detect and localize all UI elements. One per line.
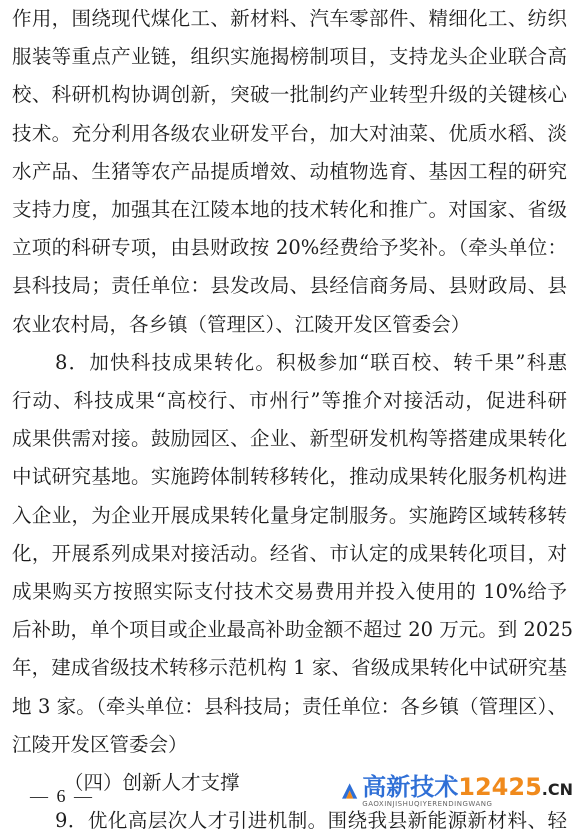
body-line-11: 行动、科技成果“高校行、市州行”等推介对接活动，促进科研 xyxy=(12,389,567,412)
page-number: — 6 — xyxy=(30,786,94,806)
body-line-18: 年，建成省级技术转移示范机构 1 家、省级成果转化中试研究基 xyxy=(12,656,567,680)
body-line-1: 作用，围绕现代煤化工、新材料、汽车零部件、精细化工、纺织 xyxy=(12,7,567,30)
watermark-domain-number: 12425 xyxy=(458,772,542,801)
body-line-16: 成果购买方按照实际支付技术交易费用并投入使用的 10%给予 xyxy=(12,580,567,603)
body-line-7: 立项的科研专项，由县财政按 20%经费给予奖补。（牵头单位： xyxy=(12,236,567,260)
body-line-20: 江陵开发区管委会） xyxy=(12,732,188,756)
body-line-4: 技术。充分利用各级农业研发平台，加大对油菜、优质水稻、淡 xyxy=(12,121,567,145)
body-line-9: 农业农村局，各乡镇（管理区）、江陵开发区管委会） xyxy=(12,312,471,336)
site-watermark xyxy=(341,769,573,813)
watermark-brand-name: 高新技术 xyxy=(362,772,459,801)
body-line-6: 支持力度，加强其在江陵本地的技术转化和推广。对国家、省级 xyxy=(12,198,567,221)
body-line-21: 9．优化高层次人才引进机制。围绕我县新能源新材料、轻 xyxy=(55,809,567,833)
section-heading: （四）创新人才支撑 xyxy=(64,771,240,794)
body-line-15: 化，开展系列成果对接活动。经省、市认定的成果转化项目，对 xyxy=(12,541,567,565)
watermark-subtitle: GAOXINJISHUQIYERENDINGWANG xyxy=(362,799,493,808)
watermark-logo-icon xyxy=(341,774,358,808)
body-line-19: 地 3 家。（牵头单位：县科技局；责任单位：各乡镇（管理区）、 xyxy=(12,694,567,718)
body-line-3: 校、科研机构协调创新，突破一批制约产业转型升级的关键核心 xyxy=(12,83,567,107)
watermark-brand xyxy=(362,772,573,801)
body-line-10: 8．加快科技成果转化。积极参加“联百校、转千果”科惠 xyxy=(55,350,567,374)
body-line-14: 入企业，为企业开展成果转化量身定制服务。实施跨区域转移转 xyxy=(12,503,567,527)
watermark-domain-suffix: .CN xyxy=(541,779,573,799)
body-line-5: 水产品、生猪等农产品提质增效、动植物选育、基因工程的研究 xyxy=(12,159,567,183)
body-line-2: 服装等重点产业链，组织实施揭榜制项目，支持龙头企业联合高 xyxy=(12,45,567,69)
body-line-17: 后补助，单个项目或企业最高补助金额不超过 20 万元。到 2025 xyxy=(12,618,574,642)
watermark-text xyxy=(362,772,573,808)
body-line-13: 中试研究基地。实施跨体制转移转化，推动成果转化服务机构进 xyxy=(12,465,567,489)
body-line-12: 成果供需对接。鼓励园区、企业、新型研发机构等搭建成果转化 xyxy=(12,427,567,451)
body-line-8: 县科技局；责任单位：县发改局、县经信商务局、县财政局、县 xyxy=(12,274,567,298)
